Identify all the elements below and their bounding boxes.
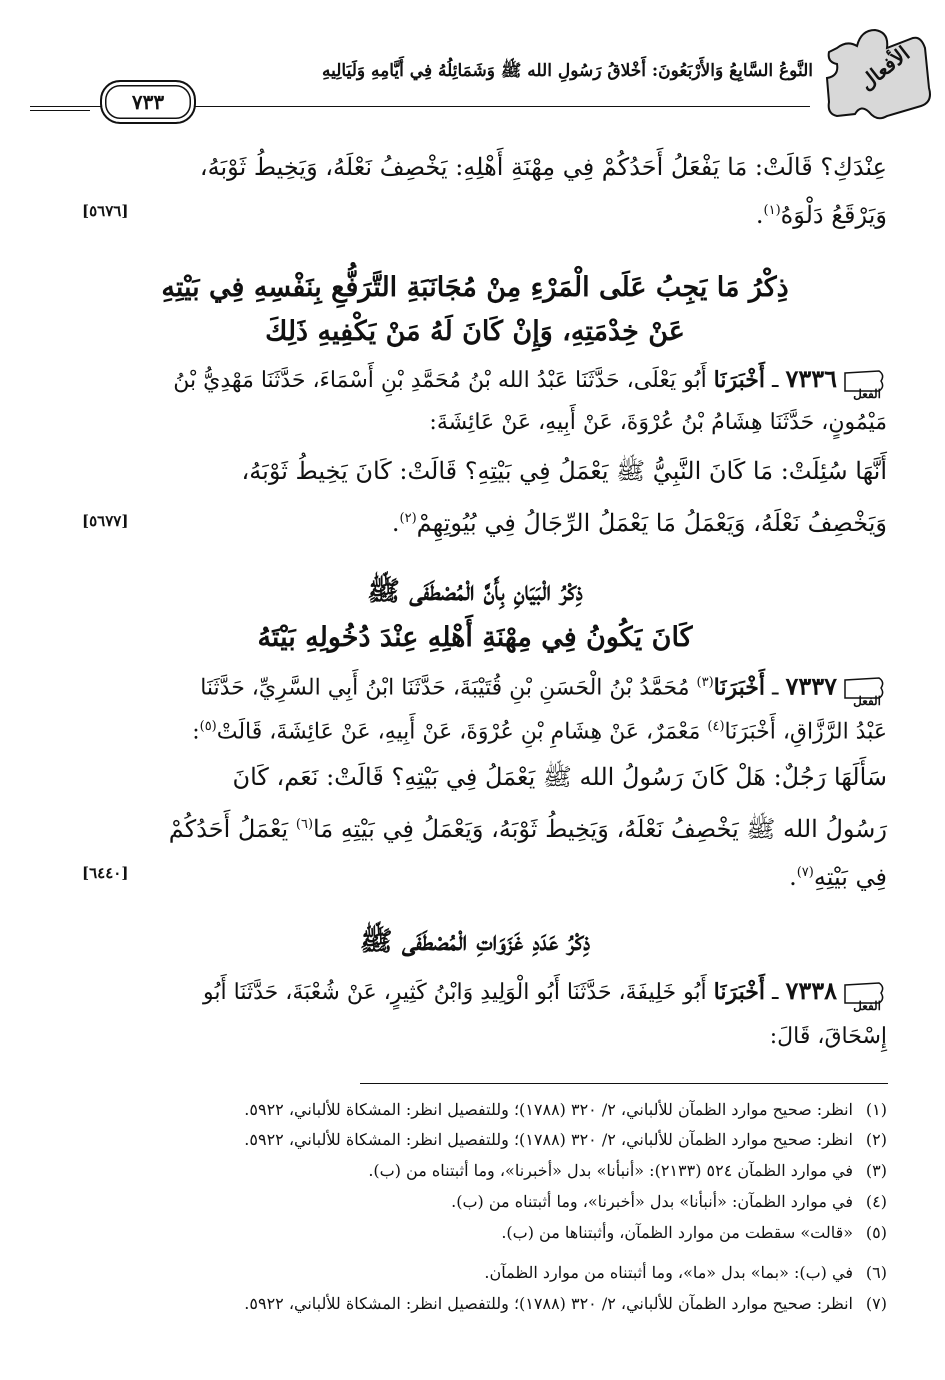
footnote-ref-3: (٣) (696, 675, 714, 690)
footnote-marker: (٥) (865, 1223, 887, 1242)
hadith-7337-matn-line-2 (57, 800, 887, 854)
intro-line-1: عِنْدَكِ؟ قَالَتْ: مَا يَفْعَلُ أَحَدُكُمْ فِي مِهْنَةِ أَهْلِهِ: يَخْصِفُ نَعْلَهُ، وَيَخِيطُ ثَوْبَهُ، (199, 153, 887, 181)
footnote-3 (57, 1158, 887, 1184)
footnote-text: «قالت» سقطت من موارد الظمآن، وأثبتناها من (ب). (501, 1223, 853, 1242)
footnote-ref-2: (٢) (399, 511, 417, 526)
hadith-7337-matn-line-3 (57, 848, 887, 902)
fil-badge (843, 369, 887, 401)
footnote-ref-4: (٤) (707, 719, 725, 734)
intro-line-2 (57, 186, 887, 240)
footnote-text: انظر: صحيح موارد الظمآن للألباني، ٢/ ٣٢٠ (١٧٨٨)؛ وللتفصيل انظر: المشكاة للألباني، ٥٩٢٢. (244, 1130, 853, 1149)
footnote-4 (57, 1189, 887, 1215)
kitab-puzzle-badge (817, 18, 935, 126)
footnote-6 (57, 1260, 887, 1286)
isnad-text: مَعْمَرٌ، عَنْ هِشَامِ بْنِ عُرْوَةَ، عَنْ أَبِيهِ، عَنْ عَائِشَةَ، قَالَتْ (216, 719, 708, 745)
footnote-separator (360, 1083, 888, 1084)
footnote-marker: (١) (865, 1100, 887, 1119)
hadith-7338-isnad-line-2: إِسْحَاقَ، قَالَ: (769, 1024, 887, 1049)
footnote-ref-7: (٧) (796, 865, 814, 880)
footnote-2 (57, 1127, 887, 1153)
reference-number-5677: [٥٦٧٧] (82, 512, 129, 530)
footnote-marker: (٧) (865, 1294, 887, 1313)
hadith-7337-isnad-line-2 (57, 704, 887, 755)
page-number: ٧٣٣ (100, 80, 196, 124)
footnote-5 (57, 1220, 887, 1246)
hadith-7336-matn-line-2 (57, 494, 887, 548)
hadith-number: ٧٣٣٦ (785, 364, 837, 393)
fil-badge-label: الفعل (853, 387, 881, 401)
matn-text: رَسُولُ الله ﷺ يَخْصِفُ نَعْلَهُ، وَيَخِيطُ ثَوْبَهُ، وَيَعْمَلُ فِي بَيْتِهِ مَا (313, 815, 887, 843)
footnote-ref-1: (١) (763, 203, 781, 218)
kitab-label: الأفعال (854, 41, 915, 95)
footnote-text: في موارد الظمآن ٥٢٤ (٢١٣٣): «أنبأنا» بدل «أخبرنا»، وما أثبتناه من (ب). (368, 1161, 853, 1180)
isnad-end: : (192, 719, 200, 745)
footnote-marker: (٢) (865, 1130, 887, 1149)
footnote-ref-5: (٥) (199, 719, 217, 734)
matn-text: يَعْمَلُ أَحَدُكُمْ (168, 815, 296, 843)
chapter-heading-1-line-2: عَنْ خِدْمَتِهِ، وَإِنْ كَانَ لَهُ مَنْ يَكْفِيهِ ذَلِكَ (265, 316, 685, 347)
page-header (30, 18, 935, 128)
chapter-heading-3: ذِكْرُ عَدَدِ غَزَوَاتِ الْمُصْطَفَى ﷺ (359, 926, 591, 957)
intro-text: وَيَرْقَعُ دَلْوَهُ (780, 201, 887, 229)
hadith-7336-isnad-line-1 (57, 356, 887, 404)
footnote-1 (57, 1097, 887, 1123)
hadith-number: ٧٣٣٨ (785, 976, 837, 1005)
matn-text: وَيَخْصِفُ نَعْلَهُ، وَيَعْمَلُ مَا يَعْمَلُ الرِّجَالُ فِي بُيُوتِهِمْ (416, 509, 887, 537)
isnad-text: أَبُو خَلِيفَةَ، حَدَّثَنَا أَبُو الْوَلِيدِ وَابْنُ كَثِيرٍ، عَنْ شُعْبَةَ، حَدَّثَنَا أَبُو (203, 980, 714, 1005)
footnote-text: في (ب): «بما» بدل «ما»، وما أثبتناه من موارد الظمآن. (484, 1263, 853, 1282)
footnote-text: انظر: صحيح موارد الظمآن للألباني، ٢/ ٣٢٠ (١٧٨٨)؛ وللتفصيل انظر: المشكاة للألباني، ٥٩٢٢. (244, 1100, 853, 1119)
akhbarana: أَخْبَرَنَا (713, 674, 765, 701)
footnote-text: انظر: صحيح موارد الظمآن للألباني، ٢/ ٣٢٠ (١٧٨٨)؛ وللتفصيل انظر: المشكاة للألباني، ٥٩٢٢. (244, 1294, 853, 1313)
chapter-heading-1-line-1: ذِكْرُ مَا يَجِبُ عَلَى الْمَرْءِ مِنْ مُجَانَبَةِ التَّرَفُّعِ بِنَفْسِهِ فِي بَيْتِهِ (161, 272, 789, 303)
fil-badge-label: الفعل (853, 999, 881, 1013)
separator: ـ (765, 368, 786, 393)
isnad-text: مُحَمَّدُ بْنُ الْحَسَنِ بْنِ قُتَيْبَةَ، حَدَّثَنَا ابْنُ أَبِي السَّرِيِّ، حَدَّثَنَا (200, 675, 697, 701)
footnote-marker: (٦) (865, 1263, 887, 1282)
reference-number-6440: [٦٤٤٠] (82, 864, 129, 882)
fil-badge (843, 981, 887, 1013)
hadith-7336-isnad-line-2: مَيْمُونٍ، حَدَّثَنَا هِشَامُ بْنُ عُرْوَةَ، عَنْ أَبِيهِ، عَنْ عَائِشَةَ: (429, 410, 887, 435)
matn-end: . (391, 509, 400, 537)
reference-number-5676: [٥٦٧٦] (82, 202, 129, 220)
intro-end: . (755, 201, 764, 229)
footnote-ref-6: (٦) (295, 817, 314, 832)
fil-badge-label: الفعل (853, 694, 881, 709)
hadith-7336-matn-line-1: أَنَّهَا سُئِلَتْ: مَا كَانَ النَّبِيُّ ﷺ يَعْمَلُ فِي بَيْتِهِ؟ قَالَتْ: كَانَ يَخِيطُ ثَوْبَهُ، (241, 457, 887, 485)
isnad-text: عَبْدُ الرَّزَّاقِ، أَخْبَرَنَا (724, 719, 887, 745)
footnote-marker: (٤) (865, 1192, 887, 1211)
separator: ـ (765, 980, 786, 1005)
header-rule-left-double (30, 110, 90, 111)
chapter-heading-2-line-1: ذِكْرُ الْبَيَانِ بِأَنَّ الْمُصْطَفَى ﷺ (367, 576, 583, 607)
fil-badge (843, 676, 887, 709)
akhbarana: أَخْبَرَنَا (713, 979, 765, 1005)
hadith-7338-isnad-line-1 (57, 968, 887, 1016)
matn-end: . (789, 863, 797, 891)
hadith-number: ٧٣٣٧ (785, 671, 837, 701)
hadith-7337-matn-line-1: سَأَلَهَا رَجُلٌ: هَلْ كَانَ رَسُولُ الله ﷺ يَعْمَلُ فِي بَيْتِهِ؟ قَالَتْ: نَعَم، كَانَ (232, 763, 887, 791)
matn-text: فِي بَيْتِهِ (813, 863, 887, 891)
chapter-heading-2-line-2: كَانَ يَكُونُ فِي مِهْنَةِ أَهْلِهِ عِنْدَ دُخُولِهِ بَيْتَهُ (257, 622, 693, 653)
footnote-marker: (٣) (865, 1161, 887, 1180)
isnad-text: أَبُو يَعْلَى، حَدَّثَنَا عَبْدُ الله بْنُ مُحَمَّدِ بْنِ أَسْمَاءَ، حَدَّثَنَا مَهْدِيُّ بْنُ (173, 368, 714, 393)
footnote-7 (57, 1291, 887, 1317)
akhbarana: أَخْبَرَنَا (713, 367, 765, 393)
running-title: النَّوعُ السَّابِعُ وَالأَرْبَعُونَ: أَخْلاقُ رَسُولِ الله ﷺ وَشَمَائِلُهُ فِي أَيَّامِهِ وَلَيَالِيهِ (321, 61, 813, 81)
separator: ـ (765, 675, 786, 701)
footnote-text: في موارد الظمآن: «أنبأنا» بدل «أخبرنا»، وما أثبتناه من (ب). (451, 1192, 853, 1211)
